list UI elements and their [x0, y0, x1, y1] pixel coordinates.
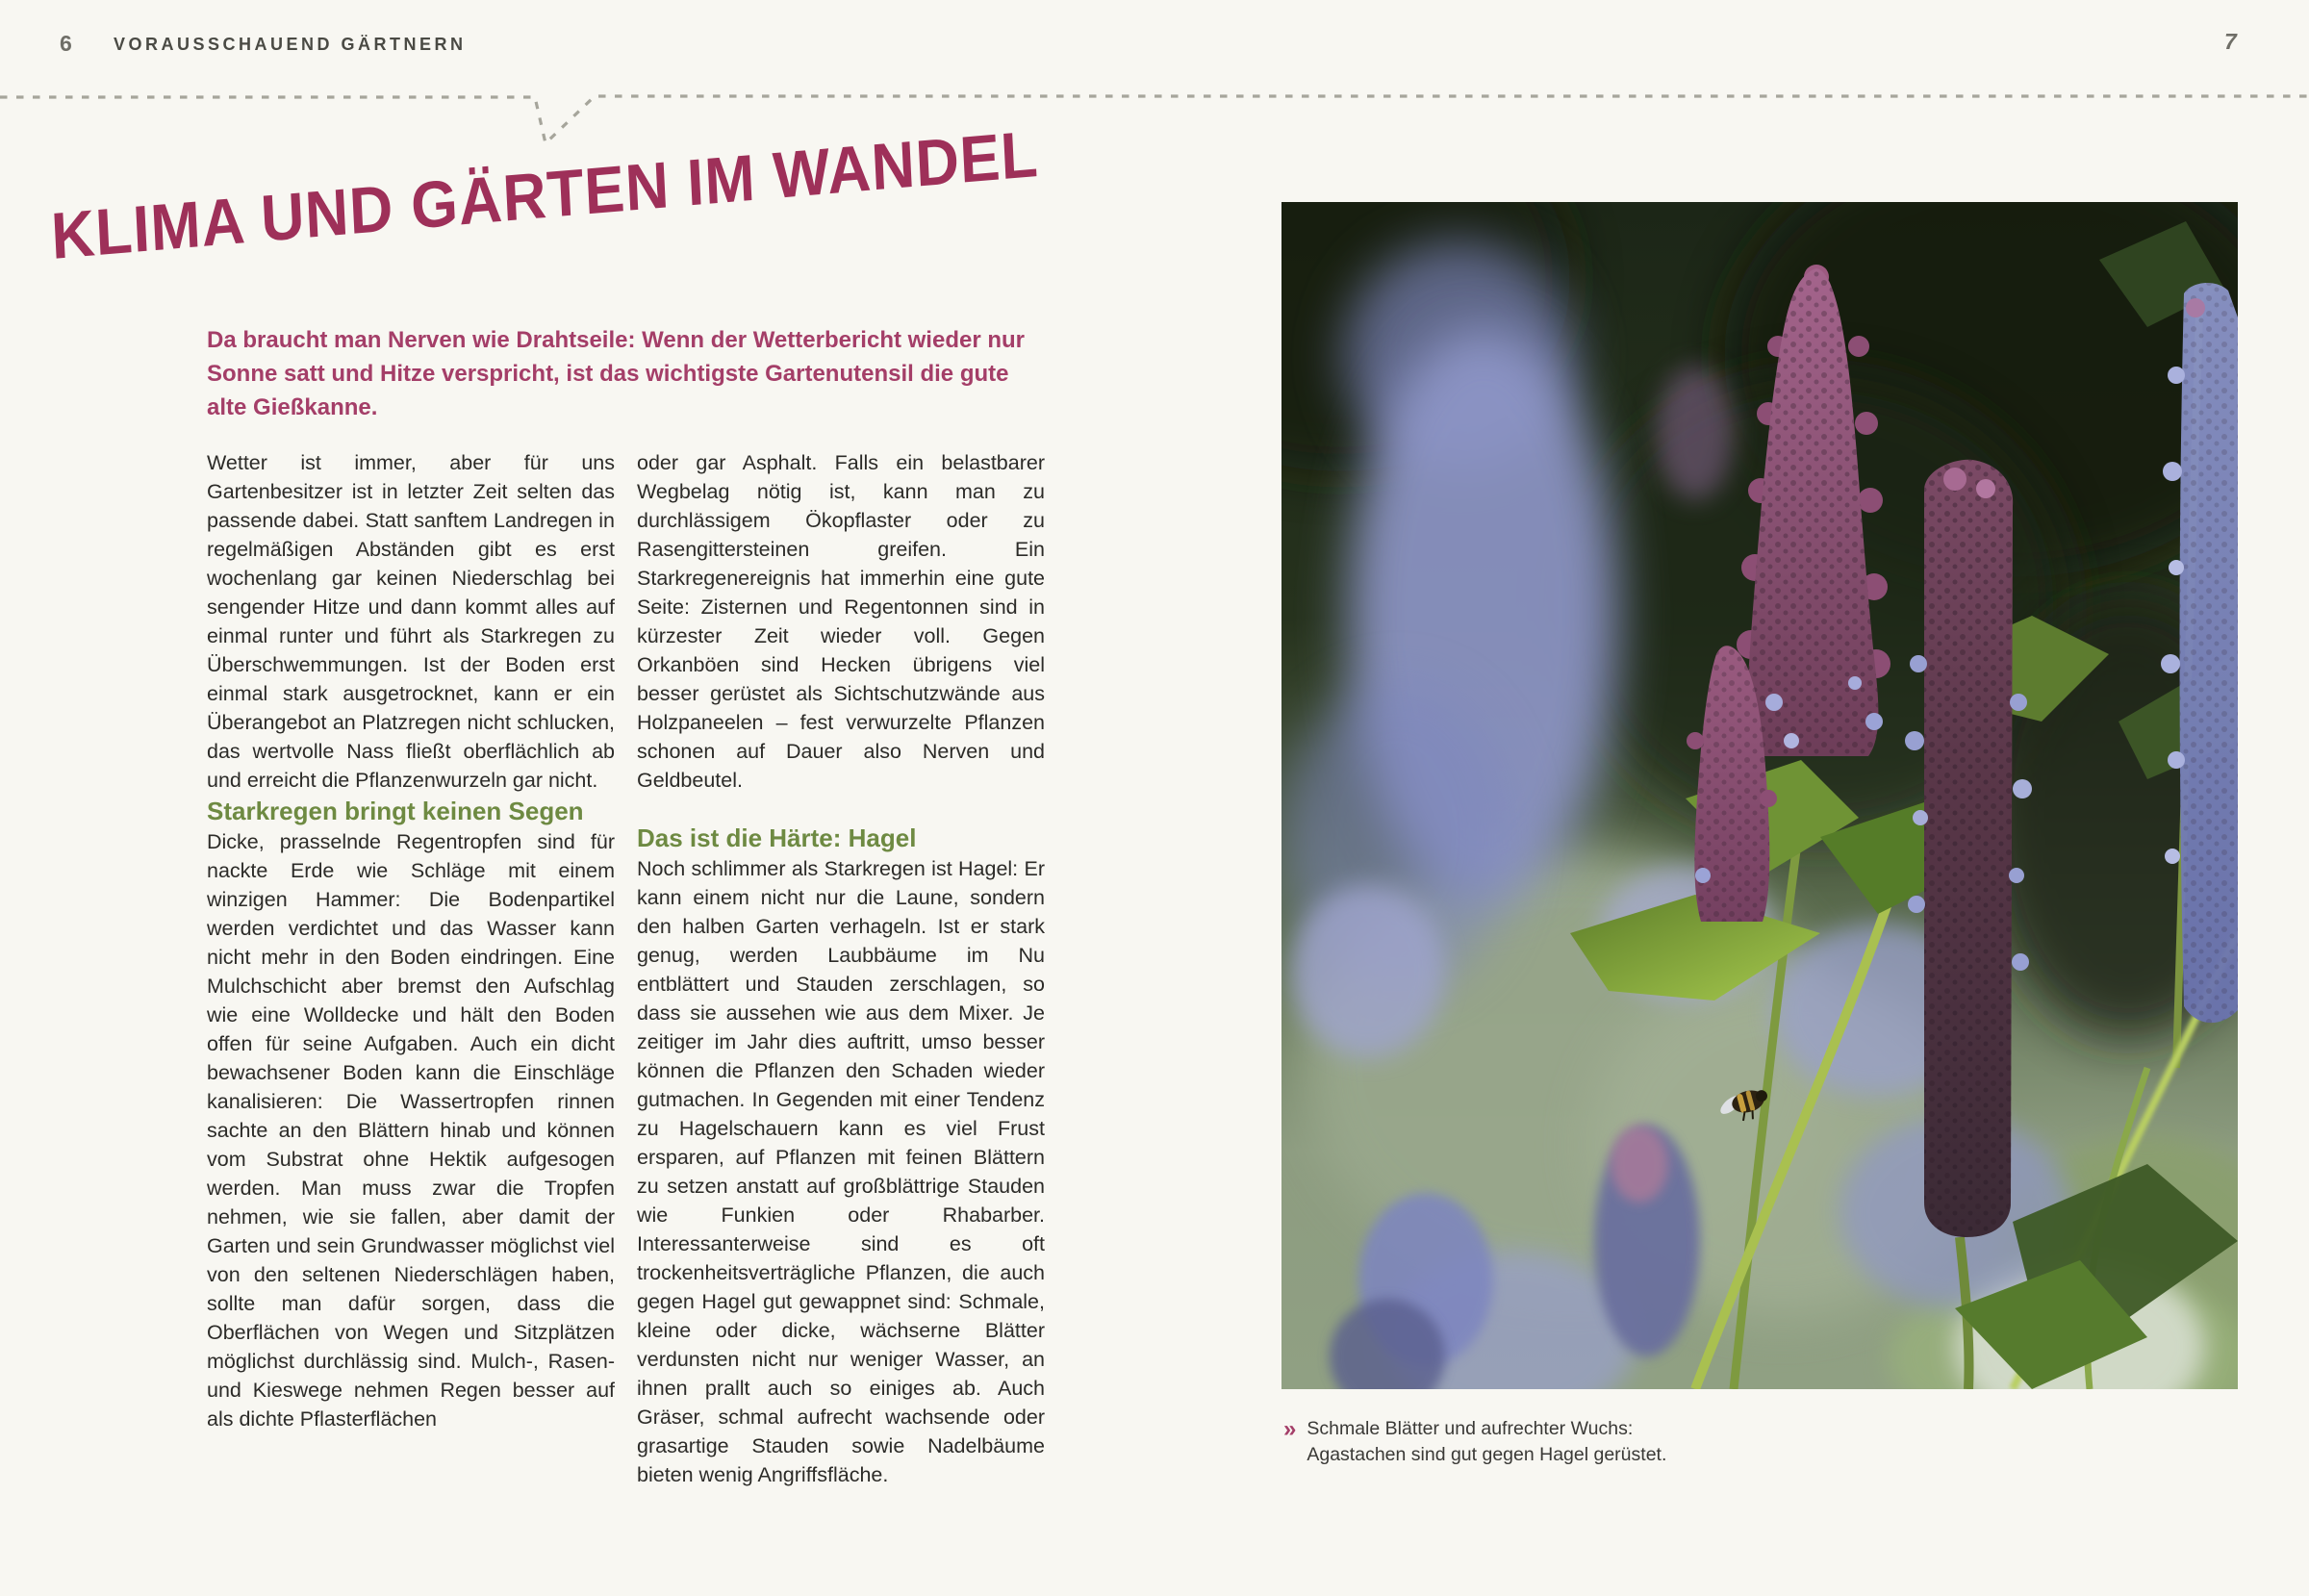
photo-agastache: [1281, 202, 2238, 1389]
caption-marker: »: [1283, 1416, 1297, 1442]
photo-caption: [1283, 1416, 2015, 1468]
paragraph: oder gar Asphalt. Falls ein belastbarer Wegbelag nötig ist, kann man zu durchlässigem Ökopflaster oder zu Rasengittersteinen greifen. Ein Starkregenereignis hat immerhin eine gute Seite: Zisternen und Regentonnen sind in kürzester Zeit wieder voll. Gegen Orkanböen sind Hecken übrigens viel besser gerüstet als Sichtschutzwände aus Holzpaneelen – fest verwurzelte Pflanzen schonen auf Dauer also Nerven und Geldbeutel.: [637, 451, 1045, 792]
left-page-number: 6: [60, 31, 72, 56]
caption-line-1: Schmale Blätter und aufrechter Wuchs:: [1307, 1418, 1634, 1439]
page-title: KLIMA UND GÄRTEN IM WANDEL: [49, 116, 1041, 273]
body-columns: [207, 448, 1046, 1489]
paragraph: Noch schlimmer als Starkregen ist Hagel: Er kann einem nicht nur die Laune, sondern den halben Garten verhageln. Ist er stark genug, werden Laubbäume im Nu entblättert und Stauden zerschlagen, so dass sie aussehen wie aus dem Mixer. Je zeitiger im Jahr dies auftritt, umso besser können die Pflanzen den Schaden wieder gutmachen. In Gegenden mit einer Tendenz zu Hagelschauern kann es viel Frust ersparen, auf Pflanzen mit feinen Blättern zu setzen anstatt auf großblättrige Stauden wie Funkien oder Rhabarber. Interessanterweise sind es oft trockenheitsverträgliche Pflanzen, die auch gegen Hagel gut gewappnet sind: Schmale, kleine oder dicke, wächserne Blätter verdunsten nicht nur weniger Wasser, an ihnen prallt auch so einiges ab. Auch Gräser, schmal aufrecht wachsende oder grasartige Stauden sowie Nadelbäume bieten wenig Angriffsfläche.: [637, 857, 1045, 1486]
subhead-hagel: Das ist die Härte: Hagel: [637, 823, 917, 852]
column-right: [637, 448, 1045, 1489]
paragraph: Dicke, prasselnde Regentropfen sind für nackte Erde wie Schläge mit einem winzigen Hammer: Die Bodenpartikel werden verdichtet und das Wasser kann nicht mehr in den Boden eindringen. Eine Mulchschicht aber bremst den Aufschlag wie eine Wolldecke und hält den Boden offen für seine Aufgaben. Auch ein dicht bewachsener Boden kann die Einschläge kanalisieren: Die Wassertropfen rinnen sachte an den Blättern hinab und können vom Substrat ohne Hektik aufgesogen werden. Man muss zwar die Tropfen nehmen, wie sie fallen, aber damit der Garten und sein Grundwasser möglichst viel von den seltenen Niederschlägen haben, sollte man dafür sorgen, dass die Oberflächen von Wegen und Sitzplätzen möglichst durchlässig sind. Mulch-, Rasen- und Kieswege nehmen Regen besser auf als dichte Pflasterflächen: [207, 830, 615, 1431]
caption-line-2: Agastachen sind gut gegen Hagel gerüstet.: [1307, 1444, 1667, 1465]
subhead-starkregen: Starkregen bringt keinen Segen: [207, 797, 584, 825]
dashed-divider: [0, 0, 2309, 168]
running-head: VORAUSSCHAUEND GÄRTNERN: [114, 35, 467, 54]
intro-paragraph: Da braucht man Nerven wie Drahtseile: Wenn der Wetterbericht wieder nur Sonne satt und Hitze verspricht, ist das wichtigste Gartenutensil die gute alte Gießkanne.: [207, 327, 1025, 420]
right-page-number: 7: [2224, 29, 2237, 54]
photo-illustration: [1281, 202, 2238, 1389]
column-left: [207, 448, 615, 1489]
paragraph: Wetter ist immer, aber für uns Gartenbesitzer ist in letzter Zeit selten das passende dabei. Statt sanftem Landregen in regelmäßigen Abständen gibt es erst wochenlang gar keinen Niederschlag bei sengender Hitze und dann kommt alles auf einmal runter und führt als Starkregen zu Überschwemmungen. Ist der Boden erst einmal stark ausgetrocknet, kann er ein Überangebot an Platzregen nicht schlucken, das wertvolle Nass fließt oberflächlich ab und erreicht die Pflanzenwurzeln gar nicht.: [207, 451, 615, 792]
